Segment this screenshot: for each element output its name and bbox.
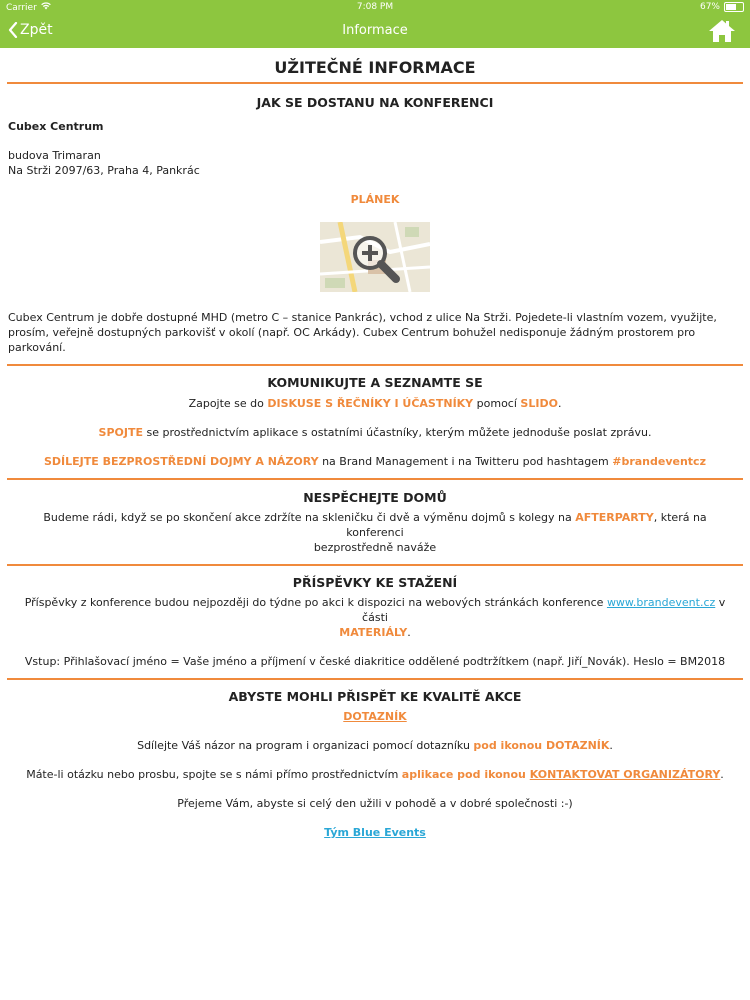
section-title-directions: JAK SE DOSTANU NA KONFERENCI [256,95,494,110]
carrier-text: Carrier [6,3,37,13]
text: v části [362,596,726,624]
divider [7,478,743,480]
highlight-discussion: DISKUSE S ŘEČNÍKY I ÚČASTNÍKY [267,397,474,410]
map-label: PLÁNEK [350,193,400,206]
battery-icon [724,2,744,12]
login-info: Vstup: Přihlašovací jméno = Vaše jméno a příjmení v české diakritice oddělené podtržítkem (např. Jiří_Novák). Heslo = BM2018 [24,655,726,668]
highlight-share: SDÍLEJTE BEZPROSTŘEDNÍ DOJMY A NÁZORY [44,455,319,468]
venue-building: budova Trimaran [8,149,101,162]
survey-link-row [0,709,750,724]
battery-indicator [700,2,744,12]
website-link[interactable]: www.brandevent.cz [606,596,716,609]
contact-organizers-link[interactable]: KONTAKTOVAT ORGANIZÁTORY [529,768,721,781]
communicate-line-1 [0,396,750,411]
text: pomocí [473,397,521,410]
text: , která na konferenci [346,511,707,539]
venue-name: Cubex Centrum [8,120,104,133]
team-signature-link[interactable]: Tým Blue Events [324,826,426,839]
text: bezprostředně naváže [313,541,437,554]
communicate-line-2 [0,425,750,440]
text: . [407,626,411,639]
battery-percent: 67% [699,2,720,12]
text: Příspěvky z konference budou nejpozději do týdne po akci k dispozici na webových stránkách konference [24,596,607,609]
text: . [720,768,724,781]
section-title-home: NESPĚCHEJTE DOMŮ [303,490,447,505]
directions-description: Cubex Centrum je dobře dostupné MHD (metro C – stanice Pankrác), vchod z ulice Na Strži. Pojedete-li vlastním vozem, využijte, prosím, veřejně dostupných parkovišť v okolí (např. OC Arkády). Cubex Centrum bohužel nedisponuje žádným prostorem pro parkování. [8,311,717,354]
venue-address: Na Strži 2097/63, Praha 4, Pankrác [8,164,200,177]
highlight-materials: MATERIÁLY [339,626,408,639]
chevron-left-icon [8,22,18,38]
afterparty-text [40,510,710,555]
divider [7,364,743,366]
feedback-line-3: Přejeme Vám, abyste si celý den užili v pohodě a v dobré společnosti :-) [177,797,573,810]
feedback-line-1 [0,738,750,753]
downloads-text [20,595,730,640]
nav-title: Informace [342,23,408,38]
section-title-downloads: PŘÍSPĚVKY KE STAŽENÍ [292,575,458,590]
text: Budeme rádi, když se po skončení akce zdržíte na skleničku či dvě a výměnu dojmů s kolegy na [43,511,576,524]
text: . [609,739,613,752]
text: Máte-li otázku nebo prosbu, spojte se s námi přímo prostřednictvím [26,768,402,781]
highlight-afterparty: AFTERPARTY [575,511,654,524]
home-icon [708,19,736,43]
back-label: Zpět [20,22,53,38]
hashtag: #brandeventcz [612,455,706,468]
survey-link[interactable]: DOTAZNÍK [343,710,407,723]
text: Zapojte se do [188,397,268,410]
highlight-slido: SLIDO [520,397,558,410]
text: . [557,397,562,410]
home-button[interactable] [708,19,736,43]
highlight-connect: SPOJTE [98,426,143,439]
divider [7,678,743,680]
text: Sdílejte Váš názor na program i organizaci pomocí dotazníku [137,739,474,752]
text: na Brand Management i na Twitteru pod hashtagem [318,455,613,468]
section-title-communicate: KOMUNIKUJTE A SEZNAMTE SE [267,375,483,390]
map-thumbnail[interactable] [320,222,430,292]
status-bar [0,0,750,14]
section-title-feedback: ABYSTE MOHLI PŘISPĚT KE KVALITĚ AKCE [228,689,522,704]
feedback-line-2 [0,767,750,782]
text: se prostřednictvím aplikace s ostatními účastníky, kterým můžete jednoduše poslat zprávu. [142,426,652,439]
back-button[interactable] [8,22,53,38]
page-title: UŽITEČNÉ INFORMACE [274,58,476,77]
divider [7,82,743,84]
zoom-in-icon [348,231,404,287]
content [0,48,750,840]
highlight-survey: pod ikonou DOTAZNÍK [473,739,610,752]
nav-bar [0,14,750,48]
communicate-line-3 [0,454,750,469]
highlight-app: aplikace pod ikonou [401,768,530,781]
clock: 7:08 PM [356,2,394,12]
divider [7,564,743,566]
signature-row [0,825,750,840]
